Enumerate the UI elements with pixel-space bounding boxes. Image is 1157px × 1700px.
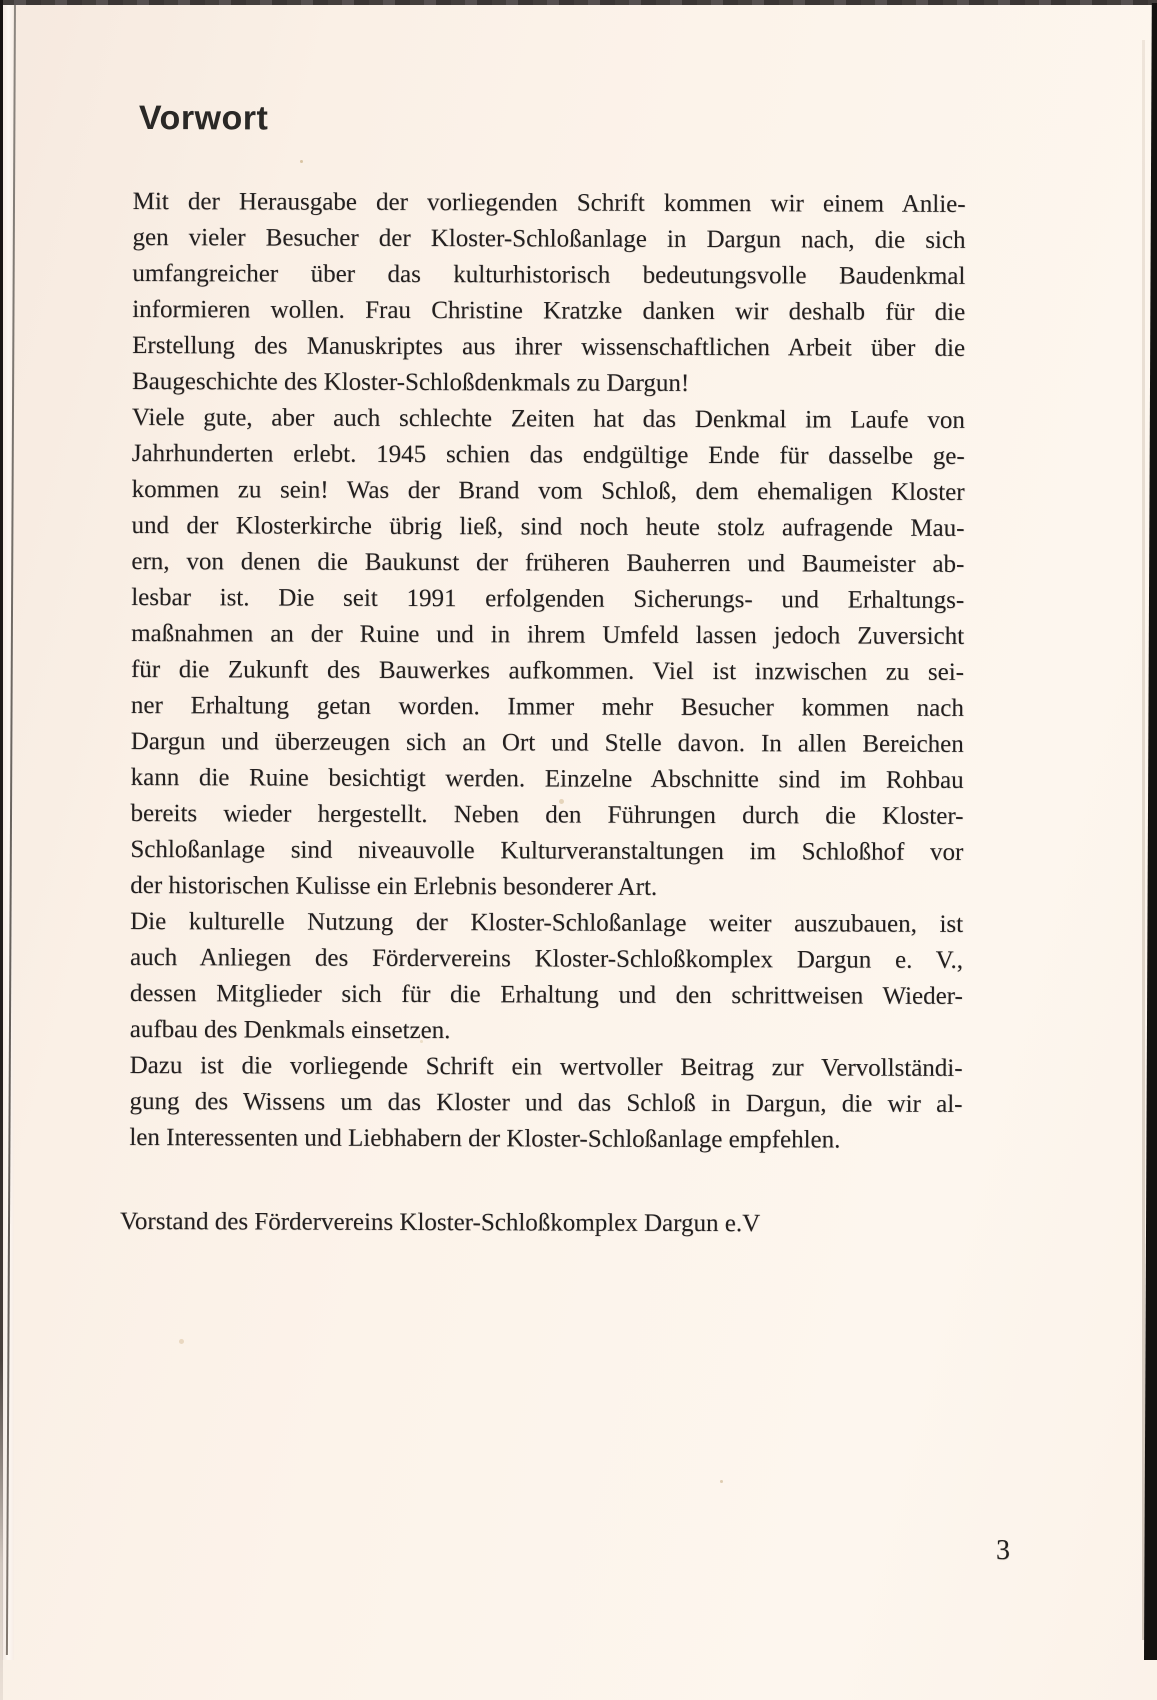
scan-right-edge — [1144, 3, 1157, 1660]
text-line: Jahrhunderten erlebt. 1945 schien das endgültige Ende für dasselbe ge- — [131, 439, 965, 470]
text-line: für die Zukunft des Bauwerkes aufkommen. Viel ist inzwischen zu sei- — [130, 655, 965, 686]
text-line: lesbar ist. Die seit 1991 erfolgenden Sicherungs- und Erhaltungs- — [131, 583, 965, 614]
signature-line: Vorstand des Fördervereins Kloster-Schloßkomplex Dargun e.V — [120, 1207, 761, 1238]
text-line: len Interessenten und Liebhabern der Kloster-Schloßanlage empfehlen. — [129, 1123, 841, 1154]
text-line: der historischen Kulisse ein Erlebnis besonderer Art. — [130, 871, 658, 901]
text-line: auch Anliegen des Fördervereins Kloster-Schloßkomplex Dargun e. V., — [129, 943, 964, 974]
body-paragraphs — [129, 184, 965, 1159]
text-line: und der Klosterkirche übrig ließ, sind noch heute stolz aufragende Mau- — [131, 511, 965, 542]
text-line: Dargun und überzeugen sich an Ort und Stelle davon. In allen Bereichen — [130, 727, 964, 758]
text-line: umfangreicher über das kulturhistorisch bedeutungsvolle Baudenkmal — [132, 259, 966, 290]
text-line: Dazu ist die vorliegende Schrift ein wertvoller Beitrag zur Vervollständi- — [129, 1051, 963, 1082]
scan-top-edge — [0, 0, 1157, 5]
text-line: Mit der Herausgabe der vorliegenden Schrift kommen wir einem Anlie- — [132, 187, 966, 218]
text-line: Erstellung des Manuskriptes aus ihrer wissenschaftlichen Arbeit über die — [132, 331, 966, 362]
text-line: Viele gute, aber auch schlechte Zeiten hat das Denkmal im Laufe von — [131, 403, 965, 434]
text-line: dessen Mitglieder sich für die Erhaltung und den schrittweisen Wieder- — [129, 979, 963, 1010]
text-line: bereits wieder hergestellt. Neben den Führungen durch die Kloster- — [130, 799, 964, 830]
text-line: gen vieler Besucher der Kloster-Schloßanlage in Dargun nach, die sich — [132, 223, 966, 254]
page-number: 3 — [996, 1535, 1010, 1566]
next-page-edge — [0, 1644, 1157, 1700]
text-line: ner Erhaltung getan worden. Immer mehr Besucher kommen nach — [130, 691, 964, 722]
text-line: kommen zu sein! Was der Brand vom Schloß, dem ehemaligen Kloster — [131, 475, 965, 506]
page-title: Vorwort — [138, 99, 269, 138]
page-right-edge-highlight — [1142, 40, 1145, 1640]
text-line: gung des Wissens um das Kloster und das Schloß in Dargun, die wir al- — [129, 1087, 963, 1118]
text-line: Die kulturelle Nutzung der Kloster-Schloßanlage weiter auszubauen, ist — [130, 907, 964, 938]
text-line: Schloßanlage sind niveauvolle Kulturveranstaltungen im Schloßhof vor — [130, 835, 964, 866]
page-content — [120, 98, 966, 1243]
text-line: aufbau des Denkmals einsetzen. — [129, 1015, 451, 1045]
text-line: ern, von denen die Baukunst der früheren Bauherren und Baumeister ab- — [131, 547, 965, 578]
scan-left-edge — [0, 0, 3, 1700]
text-line: Baugeschichte des Kloster-Schloßdenkmals zu Dargun! — [131, 367, 690, 397]
text-line: kann die Ruine besichtigt werden. Einzelne Abschnitte sind im Rohbau — [130, 763, 964, 794]
text-line: informieren wollen. Frau Christine Kratzke danken wir deshalb für die — [132, 295, 966, 326]
text-line: maßnahmen an der Ruine und in ihrem Umfeld lassen jedoch Zuversicht — [131, 619, 965, 650]
